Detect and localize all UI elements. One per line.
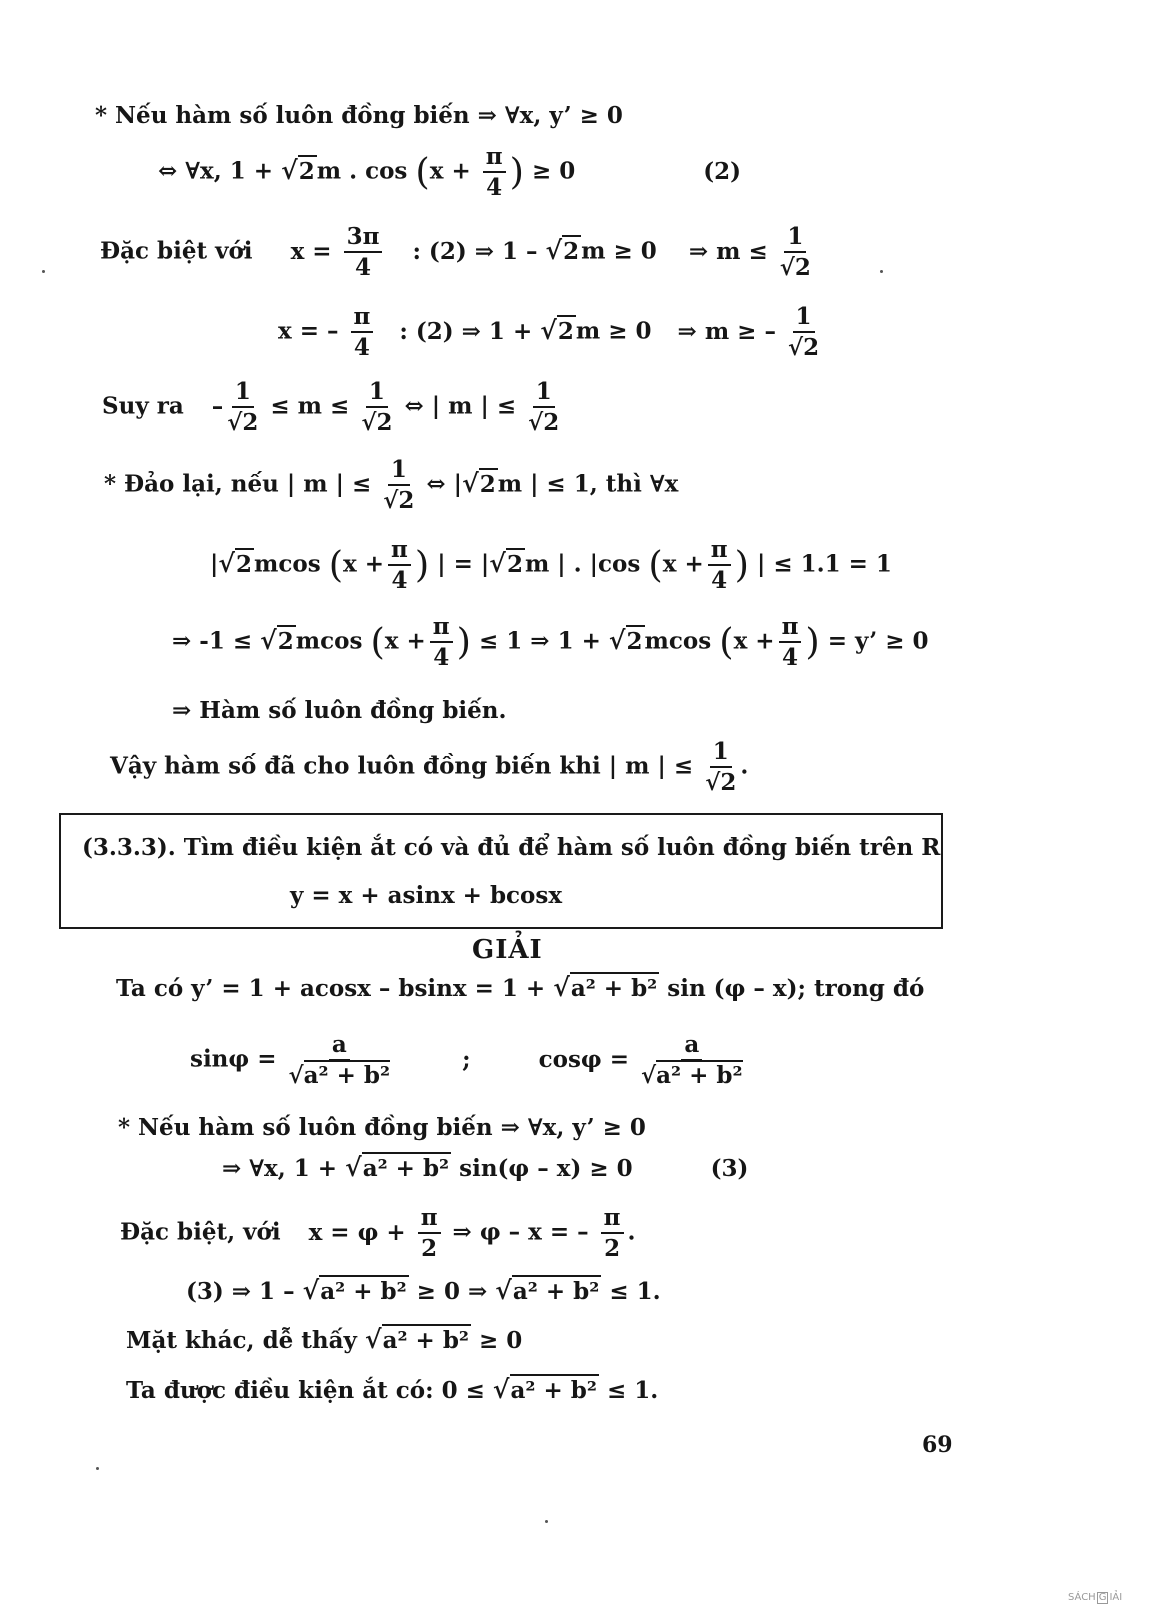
line-special-case-2: x = – $\frac{\pi}{4}$ : (2) ⇒ 1 + √2m ≥ 0 ⇒ m ≥ – $\frac{1}{√2}$ xyxy=(278,303,820,362)
problem-statement: (3.3.3). Tìm điều kiện ắt có và đủ để hàm số luôn đồng biến trên R xyxy=(82,834,941,861)
line-converse: * Đảo lại, nếu | m | ≤ $\frac{1}{√2}$ ⇔ |√2m | ≤ 1, thì ∀x xyxy=(104,456,679,515)
line-special-case-3: Đặc biệt, với x = φ + $\frac{\pi}{2}$ ⇒ φ – x = – $\frac{\pi}{2}$ . xyxy=(120,1204,636,1263)
line-condition-intro: * Nếu hàm số luôn đồng biến ⇒ ∀x, y’ ≥ 0 xyxy=(95,102,623,129)
scan-speck xyxy=(545,1520,548,1523)
line-condition-intro-2: * Nếu hàm số luôn đồng biến ⇒ ∀x, y’ ≥ 0 xyxy=(118,1114,646,1141)
problem-function: y = x + asinx + bcosx xyxy=(290,882,563,909)
scan-speck xyxy=(42,270,45,273)
line-increasing: ⇒ Hàm số luôn đồng biến. xyxy=(172,697,507,724)
line-conclude-range: Suy ra – $\frac{1}{√2}$ ≤ m ≤ $\frac{1}{√2}$ ⇔ | m | ≤ $\frac{1}{√2}$ xyxy=(102,378,560,437)
line-conclusion: Vậy hàm số đã cho luôn đồng biến khi | m | ≤ $\frac{1}{√2}$ . xyxy=(110,738,749,797)
scan-speck xyxy=(880,270,883,273)
line-special-case-1: Đặc biệt với x = $\frac{3\pi}{4}$ : (2) ⇒ 1 – √2m ≥ 0 ⇒ m ≤ $\frac{1}{√2}$ xyxy=(100,223,811,282)
scan-speck xyxy=(96,1467,99,1470)
line-consequence-3: (3) ⇒ 1 – √a² + b² ≥ 0 ⇒ √a² + b² ≤ 1. xyxy=(186,1275,661,1305)
line-equation-3: ⇒ ∀x, 1 + √a² + b² sin(φ – x) ≥ 0 (3) xyxy=(222,1152,749,1182)
line-equation-2: ⇔ ∀x, 1 + √2m . cos (x + $\frac{\pi}{4}$ ) ≥ 0 (2) xyxy=(158,143,742,202)
line-derivative-form: Ta có y’ = 1 + acosx – bsinx = 1 + √a² + b² sin (φ – x); trong đó xyxy=(116,972,925,1002)
line-nonnegative: Mặt khác, dễ thấy √a² + b² ≥ 0 xyxy=(126,1324,523,1354)
line-phi-definition: sinφ = $\frac{a}{\text{√a² + b²}}$ ; cosφ = $\frac{a}{\text{√a² + b²}}$ xyxy=(190,1031,743,1090)
line-abs-bound: |√2mcos (x + $\frac{\pi}{4}$ ) | = |√2m | . |cos (x + $\frac{\pi}{4}$ ) | ≤ 1.1 = 1 xyxy=(210,536,892,595)
watermark-logo: SÁCH G IẢI xyxy=(1068,1592,1123,1603)
line-necessary-condition: Ta được điều kiện ắt có: 0 ≤ √a² + b² ≤ 1. xyxy=(126,1374,659,1404)
page-number: 69 xyxy=(922,1432,953,1458)
line-derivative-positive: ⇒ -1 ≤ √2mcos (x + $\frac{\pi}{4}$ ) ≤ 1 ⇒ 1 + √2mcos (x + $\frac{\pi}{4}$ ) = y’ ≥ 0 xyxy=(172,613,929,672)
problem-box xyxy=(59,813,943,929)
solution-heading: GIẢI xyxy=(472,935,543,965)
